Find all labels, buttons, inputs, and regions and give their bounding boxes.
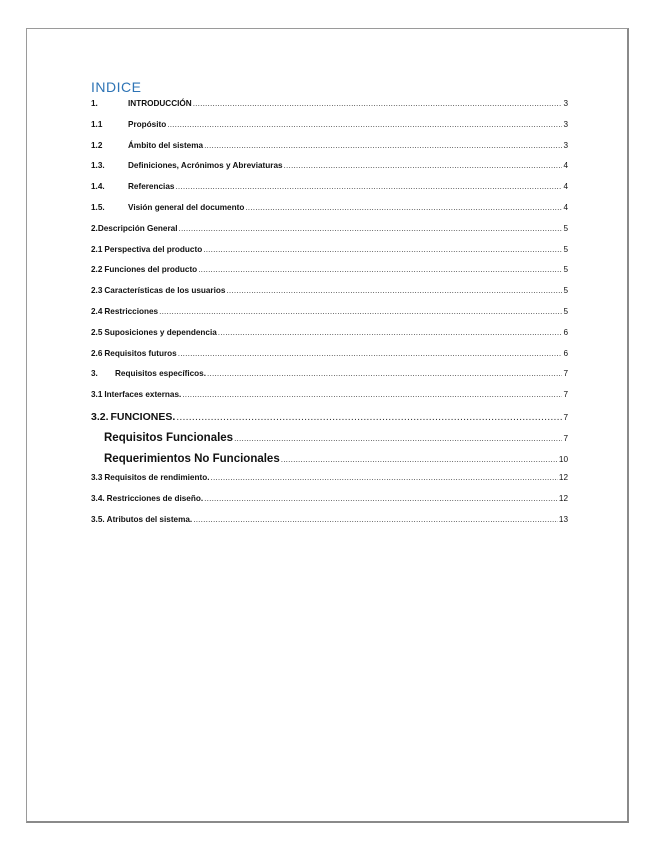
toc-entry[interactable] <box>91 328 568 349</box>
toc-dot-leader <box>182 390 562 399</box>
toc-entry-page: 7 <box>563 369 568 379</box>
toc-entry[interactable] <box>91 203 568 224</box>
toc-entry-page: 10 <box>558 454 568 464</box>
toc-entry-page: 7 <box>563 412 568 422</box>
toc-entry-label: Requisitos Funcionales <box>104 431 234 444</box>
toc-entry-page: 3 <box>563 119 568 129</box>
toc-entry-label: Perspectiva del producto <box>104 244 203 254</box>
toc-dot-leader <box>284 161 563 170</box>
toc-entry[interactable] <box>91 432 568 453</box>
toc-entry-number: 1.4. <box>91 182 105 192</box>
toc-entry-number: 2.5 <box>91 327 103 337</box>
toc-entry-number: 3.3 <box>91 473 103 483</box>
toc-entry-number: 2.4 <box>91 306 103 316</box>
toc-entry-number: 1.5. <box>91 202 105 212</box>
toc-entry[interactable] <box>91 473 568 494</box>
toc-entry-number: 3.4. <box>91 494 105 504</box>
toc-entry-page: 3 <box>563 140 568 150</box>
toc-entry[interactable] <box>91 494 568 515</box>
toc-entry-label: Suposiciones y dependencia <box>104 327 217 337</box>
toc-entry[interactable] <box>91 161 568 182</box>
toc-entry[interactable] <box>91 453 568 474</box>
toc-entry-number: 2.1 <box>91 244 103 254</box>
toc-entry[interactable] <box>91 411 568 432</box>
toc-entry[interactable] <box>91 182 568 203</box>
toc-dot-leader <box>207 369 562 378</box>
toc-entry-label: Definiciones, Acrónimos y Abreviaturas <box>128 161 283 171</box>
toc-entry[interactable] <box>91 141 568 162</box>
toc-entry-page: 4 <box>563 161 568 171</box>
toc-entry-label: Restricciones <box>104 306 159 316</box>
toc-dot-leader <box>218 328 563 337</box>
toc-entry-label: Propósito <box>128 119 167 129</box>
toc-entry-label: Requisitos futuros <box>104 348 177 358</box>
toc-entry-number: 2. <box>91 223 98 233</box>
document-page <box>26 28 629 823</box>
toc-dot-leader <box>175 182 562 191</box>
toc-entry-label: Restricciones de diseño. <box>106 494 204 504</box>
toc-entry-number: 3.5. <box>91 514 105 524</box>
toc-entry-label: Descripción General <box>97 223 178 233</box>
toc-entry-page: 5 <box>563 306 568 316</box>
toc-entry[interactable] <box>91 349 568 370</box>
toc-entry-page: 13 <box>558 514 568 524</box>
toc-dot-leader <box>245 203 562 212</box>
toc-entry-label: Características de los usuarios <box>104 286 226 296</box>
toc-dot-leader <box>226 286 562 295</box>
toc-dot-leader <box>281 455 558 464</box>
toc-entry-number: 1.1 <box>91 119 103 129</box>
toc-entry-number: 2.2 <box>91 265 103 275</box>
toc-entry-label: Atributos del sistema. <box>106 514 193 524</box>
toc-entry[interactable] <box>91 515 568 536</box>
toc-dot-leader <box>210 473 557 482</box>
toc-dot-leader <box>198 265 562 274</box>
toc-entry[interactable] <box>91 390 568 411</box>
toc-entry[interactable] <box>91 99 568 120</box>
table-of-contents <box>91 99 568 536</box>
toc-title: INDICE <box>91 79 142 95</box>
toc-entry-label: Ámbito del sistema <box>128 140 204 150</box>
toc-dot-leader <box>159 307 562 316</box>
toc-entry-number: 3.1 <box>91 390 103 400</box>
toc-entry-page: 5 <box>563 286 568 296</box>
toc-entry-number: 1. <box>91 99 98 108</box>
toc-entry-page: 12 <box>558 494 568 504</box>
toc-entry-page: 6 <box>563 327 568 337</box>
toc-entry-label: INTRODUCCIÓN <box>128 99 192 108</box>
toc-dot-leader <box>178 349 563 358</box>
toc-entry-label: Referencias <box>128 182 175 192</box>
toc-dot-leader <box>176 411 562 423</box>
toc-entry-page: 4 <box>563 202 568 212</box>
toc-entry-number: 2.6 <box>91 348 103 358</box>
toc-entry-number: 1.2 <box>91 140 103 150</box>
toc-entry[interactable] <box>91 265 568 286</box>
toc-entry[interactable] <box>91 369 568 390</box>
toc-entry-label: Visión general del documento <box>128 202 245 212</box>
toc-dot-leader <box>193 515 558 524</box>
toc-entry[interactable] <box>91 307 568 328</box>
toc-entry-page: 7 <box>563 433 568 443</box>
toc-entry-label: Interfaces externas. <box>104 390 182 400</box>
toc-dot-leader <box>178 224 562 233</box>
toc-entry-page: 5 <box>563 244 568 254</box>
toc-entry-number: 3.2. <box>91 410 109 423</box>
toc-entry-page: 5 <box>563 223 568 233</box>
toc-entry-label: FUNCIONES. <box>110 410 176 423</box>
toc-entry[interactable] <box>91 245 568 266</box>
toc-entry-number: 3. <box>91 369 98 379</box>
toc-entry-label: Requisitos específicos. <box>115 369 207 379</box>
toc-entry-page: 3 <box>563 99 568 108</box>
toc-dot-leader <box>234 434 562 443</box>
toc-dot-leader <box>204 494 558 503</box>
toc-entry[interactable] <box>91 224 568 245</box>
toc-entry[interactable] <box>91 120 568 141</box>
toc-dot-leader <box>204 141 562 150</box>
toc-entry[interactable] <box>91 286 568 307</box>
toc-entry-page: 6 <box>563 348 568 358</box>
toc-entry-page: 12 <box>558 473 568 483</box>
toc-entry-page: 5 <box>563 265 568 275</box>
toc-dot-leader <box>203 245 562 254</box>
toc-dot-leader <box>167 120 562 129</box>
toc-entry-label: Requisitos de rendimiento. <box>104 473 210 483</box>
toc-entry-label: Requerimientos No Funcionales <box>104 452 280 465</box>
toc-entry-page: 7 <box>563 390 568 400</box>
toc-entry-page: 4 <box>563 182 568 192</box>
toc-entry-number: 1.3. <box>91 161 105 171</box>
toc-entry-label: Funciones del producto <box>104 265 198 275</box>
toc-entry-number: 2.3 <box>91 286 103 296</box>
toc-dot-leader <box>193 99 563 108</box>
